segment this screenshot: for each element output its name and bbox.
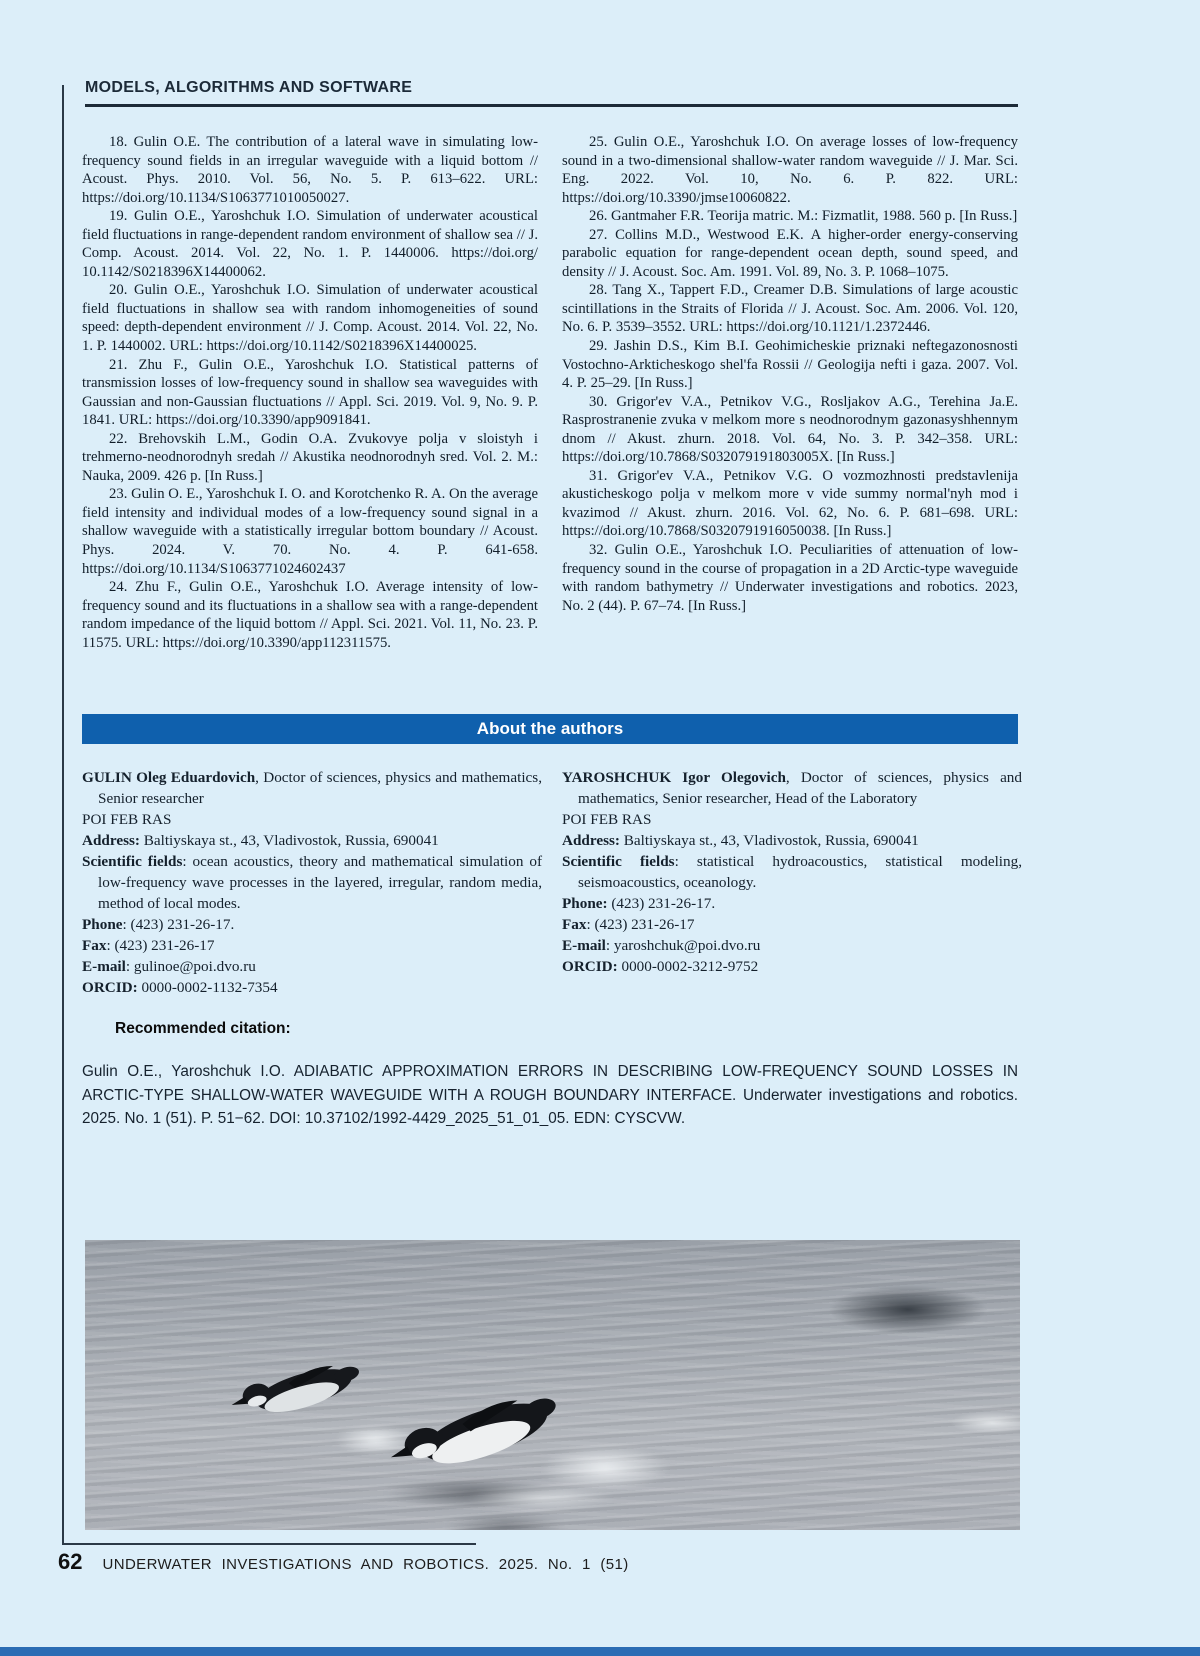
author-degree: , Doctor of sciences, physics and mathematics, Senior researcher, Head of the Laboratory: [578, 769, 1022, 807]
field-value: : ocean acoustics, theory and mathematical simulation of low-frequency wave processes in the layered, irregular, random media, method of local modes.: [98, 853, 542, 912]
reference-item: 18. Gulin O.E. The contribution of a lateral wave in simulating low-frequency sound fields in an irregular waveguide with a liquid bottom // Acoust. Phys. 2010. Vol. 56, No. 5. P. 613–622. URL: https://doi.org/10.1134/S1063771010050027.: [82, 134, 538, 206]
reference-item: 29. Jashin D.S., Kim B.I. Geohimicheskie priznaki neftegazonosnosti Vostochno-Arkticheskogo shel'fa Rossii // Geologija nefti i gaza. 2007. Vol. 4. P. 25–29. [In Russ.]: [562, 338, 1018, 392]
penguins-photo: [85, 1240, 1020, 1530]
field-value: Baltiyskaya st., 43, Vladivostok, Russia, 690041: [619, 832, 919, 849]
reference-item: 22. Brehovskih L.M., Godin O.A. Zvukovye polja v sloistyh i trehmerno-neodnorodnyh sredah // Akustika neodnorodnyh sred. Vol. 2. M.: Nauka, 2009. 426 p. [In Russ.]: [82, 430, 538, 484]
reference-item: 25. Gulin O.E., Yaroshchuk I.O. On average losses of low-frequency sound in a two-dimensional shallow-water random waveguide // J. Mar. Sci. Eng. 2022. Vol. 10, No. 6. P. 822. URL: https://doi.org/10.3390/jmse10060822.: [562, 134, 1018, 206]
reference-item: 20. Gulin O.E., Yaroshchuk I.O. Simulation of underwater acoustical field fluctuations in shallow sea with random inhomogeneities of sound speed: depth-dependent environment // J. Comp. Acoust. 2014. Vol. 22, No. 1. P. 1440002. URL: https://doi.org/10.1142/S0218396X14400025.: [82, 282, 538, 355]
field-value: 0000-0002-3212-9752: [617, 958, 759, 975]
author-address: [82, 830, 542, 851]
field-value: : gulinoe@poi.dvo.ru: [125, 958, 256, 975]
field-value: 0000-0002-1132-7354: [137, 979, 278, 996]
section-header: MODELS, ALGORITHMS AND SOFTWARE: [85, 79, 413, 96]
left-vertical-rule: [62, 85, 64, 1544]
author-email: [82, 956, 542, 977]
author-fax: [82, 935, 542, 956]
field-label: ORCID:: [562, 958, 618, 975]
about-authors-banner: About the authors: [82, 714, 1018, 744]
author-phone: [82, 914, 542, 935]
author-email: [562, 935, 1022, 956]
bottom-accent-strip: [0, 1647, 1200, 1656]
field-label: Fax: [562, 916, 587, 933]
recommended-citation-text: Gulin O.E., Yaroshchuk I.O. ADIABATIC APPROXIMATION ERRORS IN DESCRIBING LOW-FREQUENCY SOUND LOSSES IN ARCTIC-TYPE SHALLOW-WATER WAVEGUIDE WITH A ROUGH BOUNDARY INTERFACE. Underwater investigations and robotics. 2025. No. 1 (51). P. 51−62. DOI: 10.37102/1992-4429_2025_51_01_05. EDN: CYSCVW.: [82, 1063, 1018, 1127]
reference-item: 27. Collins M.D., Westwood E.K. A higher-order energy-conserving parabolic equation for range-dependent ocean depth, sound speed, and density // J. Acoust. Soc. Am. 1991. Vol. 89, No. 3. P. 1068–1075.: [562, 226, 1018, 280]
author-phone: [562, 893, 1022, 914]
author-affiliation: POI FEB RAS: [82, 811, 172, 828]
author-name-line: [82, 767, 542, 809]
author-block-gulin: [82, 767, 542, 998]
section-header-rule: [85, 104, 1018, 107]
field-label: E-mail: [82, 958, 126, 975]
author-name: GULIN Oleg Eduardovich: [82, 769, 256, 786]
reference-item: 21. Zhu F., Gulin O.E., Yaroshchuk I.O. Statistical patterns of transmission losses of low-frequency sound in shallow sea waveguides with Gaussian and non-Gaussian fluctuations // Appl. Sci. 2019. Vol. 9, No. 9. P. 1841. URL: https://doi.org/10.3390/app9091841.: [82, 356, 538, 429]
field-value: : yaroshchuk@poi.dvo.ru: [605, 937, 761, 954]
field-value: : statistical hydroacoustics, statistical modeling, seismoacoustics, oceanology.: [578, 853, 1023, 891]
reference-item: 28. Tang X., Tappert F.D., Creamer D.B. Simulations of large acoustic scintillations in the Straits of Florida // J. Acoust. Soc. Am. 2006. Vol. 120, No. 6. P. 3539–3552. URL: https://doi.org/10.1121/1.2372446.: [562, 282, 1018, 336]
field-label: Phone: [82, 916, 123, 933]
reference-item: 24. Zhu F., Gulin O.E., Yaroshchuk I.O. Average intensity of low-frequency sound and its fluctuations in a shallow sea with a range-dependent random impedance of the liquid bottom // Appl. Sci. 2021. Vol. 11, No. 23. P. 11575. URL: https://doi.org/10.3390/app112311575.: [82, 579, 538, 651]
author-scientific-fields: [82, 851, 542, 914]
author-affiliation: POI FEB RAS: [562, 811, 652, 828]
author-address: [562, 830, 1022, 851]
journal-title-line: UNDERWATER INVESTIGATIONS AND ROBOTICS. 2025. No. 1 (51): [102, 1556, 629, 1573]
footer-rule: [62, 1543, 476, 1545]
field-label: Address:: [562, 832, 620, 849]
page-footer: [58, 1549, 629, 1575]
field-value: : (423) 231-26-17: [106, 937, 215, 954]
reference-item: 23. Gulin O. E., Yaroshchuk I. O. and Korotchenko R. A. On the average field intensity and individual modes of a low-frequency sound signal in a shallow waveguide with a statistically irregular bottom boundary // Acoust. Phys. 2024. V. 70. No. 4. P. 641-658. https://doi.org/10.1134/S1063771024602437: [82, 486, 538, 577]
references-right-column: [562, 133, 1018, 615]
reference-item: 30. Grigor'ev V.A., Petnikov V.G., Rosljakov A.G., Terehina Ja.E. Rasprostranenie zvuka v melkom more s neodnorodnym gazonasyshhennym dnom // Akust. zhurn. 2018. Vol. 64, No. 3. P. 342–358. URL: https://doi.org/10.7868/S032079191803005X. [In Russ.]: [562, 393, 1018, 466]
field-label: Fax: [82, 937, 107, 954]
field-label: Phone:: [562, 895, 608, 912]
author-block-yaroshchuk: [562, 767, 1022, 977]
references-left-column: [82, 133, 538, 652]
page-number: 62: [58, 1549, 83, 1574]
author-orcid: [562, 956, 1022, 977]
field-label: ORCID:: [82, 979, 138, 996]
field-label: Scientific fields: [562, 853, 675, 870]
author-degree: , Doctor of sciences, physics and mathematics, Senior researcher: [98, 769, 542, 807]
field-label: Address:: [82, 832, 140, 849]
field-label: Scientific fields: [82, 853, 183, 870]
field-label: E-mail: [562, 937, 606, 954]
splash: [465, 1485, 615, 1511]
author-fax: [562, 914, 1022, 935]
reference-item: 32. Gulin O.E., Yaroshchuk I.O. Peculiarities of attenuation of low-frequency sound in the course of propagation in a 2D Arctic-type waveguide with random bathymetry // Underwater investigations and robotics. 2023, No. 2 (44). P. 67–74. [In Russ.]: [562, 542, 1018, 614]
field-value: (423) 231-26-17.: [607, 895, 716, 912]
splash: [540, 1445, 670, 1491]
author-scientific-fields: [562, 851, 1022, 893]
author-name-line: [562, 767, 1022, 809]
reference-item: 26. Gantmaher F.R. Teorija matric. M.: Fizmatlit, 1988. 560 p. [In Russ.]: [589, 208, 1018, 225]
penguin-icon: [222, 1343, 378, 1439]
reference-item: 19. Gulin O.E., Yaroshchuk I.O. Simulation of underwater acoustical field fluctuations in range-dependent random environment of shallow sea // J. Comp. Acoust. 2014. Vol. 22, No. 1. P. 1440006. https://doi.org/ 10.1142/S0218396X14400062.: [82, 208, 538, 280]
recommended-citation-heading: Recommended citation:: [115, 1020, 291, 1037]
field-value: : (423) 231-26-17.: [122, 916, 235, 933]
field-value: : (423) 231-26-17: [586, 916, 695, 933]
field-value: Baltiyskaya st., 43, Vladivostok, Russia, 690041: [139, 832, 439, 849]
water-shadow: [445, 1515, 565, 1530]
author-orcid: [82, 977, 542, 998]
reference-item: 31. Grigor'ev V.A., Petnikov V.G. O vozmozhnosti predstavlenija akusticheskogo polja v melkom more v vide summy normal'nyh mod i kvazimod // Akust. zhurn. 2016. Vol. 62, No. 6. P. 681–698. URL: https://doi.org/10.7868/S0320791916050038. [In Russ.]: [562, 467, 1018, 540]
author-name: YAROSHCHUK Igor Olegovich: [562, 769, 786, 786]
